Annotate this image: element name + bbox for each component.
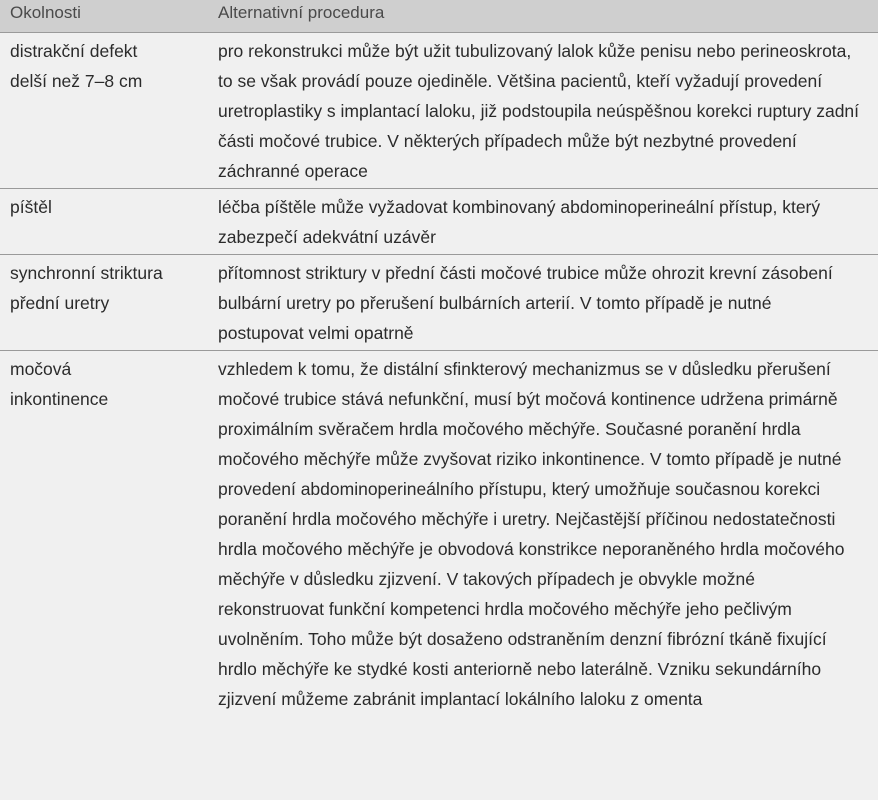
row-procedure: vzhledem k tomu, že distální sfinkterový mechanizmus se v důsledku přerušení močové trubice stává nefunkční, musí být močová kontinence udržena primárně proximálním svěračem hrdla močového měchýře. Současné poranění hrdla močového měchýře může zvyšovat riziko inkontinence. V tomto případě je nutné provedení abdominoperineálního přístupu, který umožňuje současnou korekci poranění hrdla močového měchýře i uretry. Nejčastější příčinou nedostatečnosti hrdla močového měchýře je obvodová konstrikce neporaněného hrdla močového měchýře v důsledku zjizvení. V takových případech je obvykle možné rekonstruovat funkční kompetenci hrdla močového měchýře jeho pečlivým uvolněním. Toho může být dosaženo odstraněním denzní fibrózní tkáně fixující hrdlo měchýře ke stydké kosti anteriorně nebo laterálně. Vzniku sekundárního zjizvení můžeme zabránit implantací lokálního laloku z omenta xyxy=(218,359,845,709)
row-circumstance: píštěl xyxy=(0,189,206,255)
table-row xyxy=(0,255,878,351)
row-circumstance: distrakční defekt delší než 7–8 cm xyxy=(0,33,206,189)
row-procedure: pro rekonstrukci může být užit tubulizovaný lalok kůže penisu nebo perineoskrota, to se však provádí pouze ojediněle. Většina pacientů, kteří vyžadují provedení uretroplastiky s implantací laloku, již podstoupila neúspěšnou korekci ruptury zadní části močové trubice. V některých případech může být nezbytné provedení záchranné operace xyxy=(206,33,878,189)
row-procedure: přítomnost striktury v přední části močové trubice může ohrozit krevní zásobení bulbární uretry po přerušení bulbárních arterií. V tomto případě je nutné postupovat velmi opatrně xyxy=(206,255,878,351)
table-row xyxy=(0,189,878,255)
header-procedure: Alternativní procedura xyxy=(206,0,878,33)
row-circumstance: močová inkontinence xyxy=(10,359,109,409)
row-procedure: léčba píštěle může vyžadovat kombinovaný abdominoperineální přístup, který zabezpečí adekvátní uzávěr xyxy=(206,189,878,255)
row-circumstance: synchronní striktura přední uretry xyxy=(0,255,206,351)
header-circumstance: Okolnosti xyxy=(0,0,206,33)
table-row xyxy=(0,351,878,717)
table-row xyxy=(0,33,878,189)
table-header-row xyxy=(0,0,878,33)
